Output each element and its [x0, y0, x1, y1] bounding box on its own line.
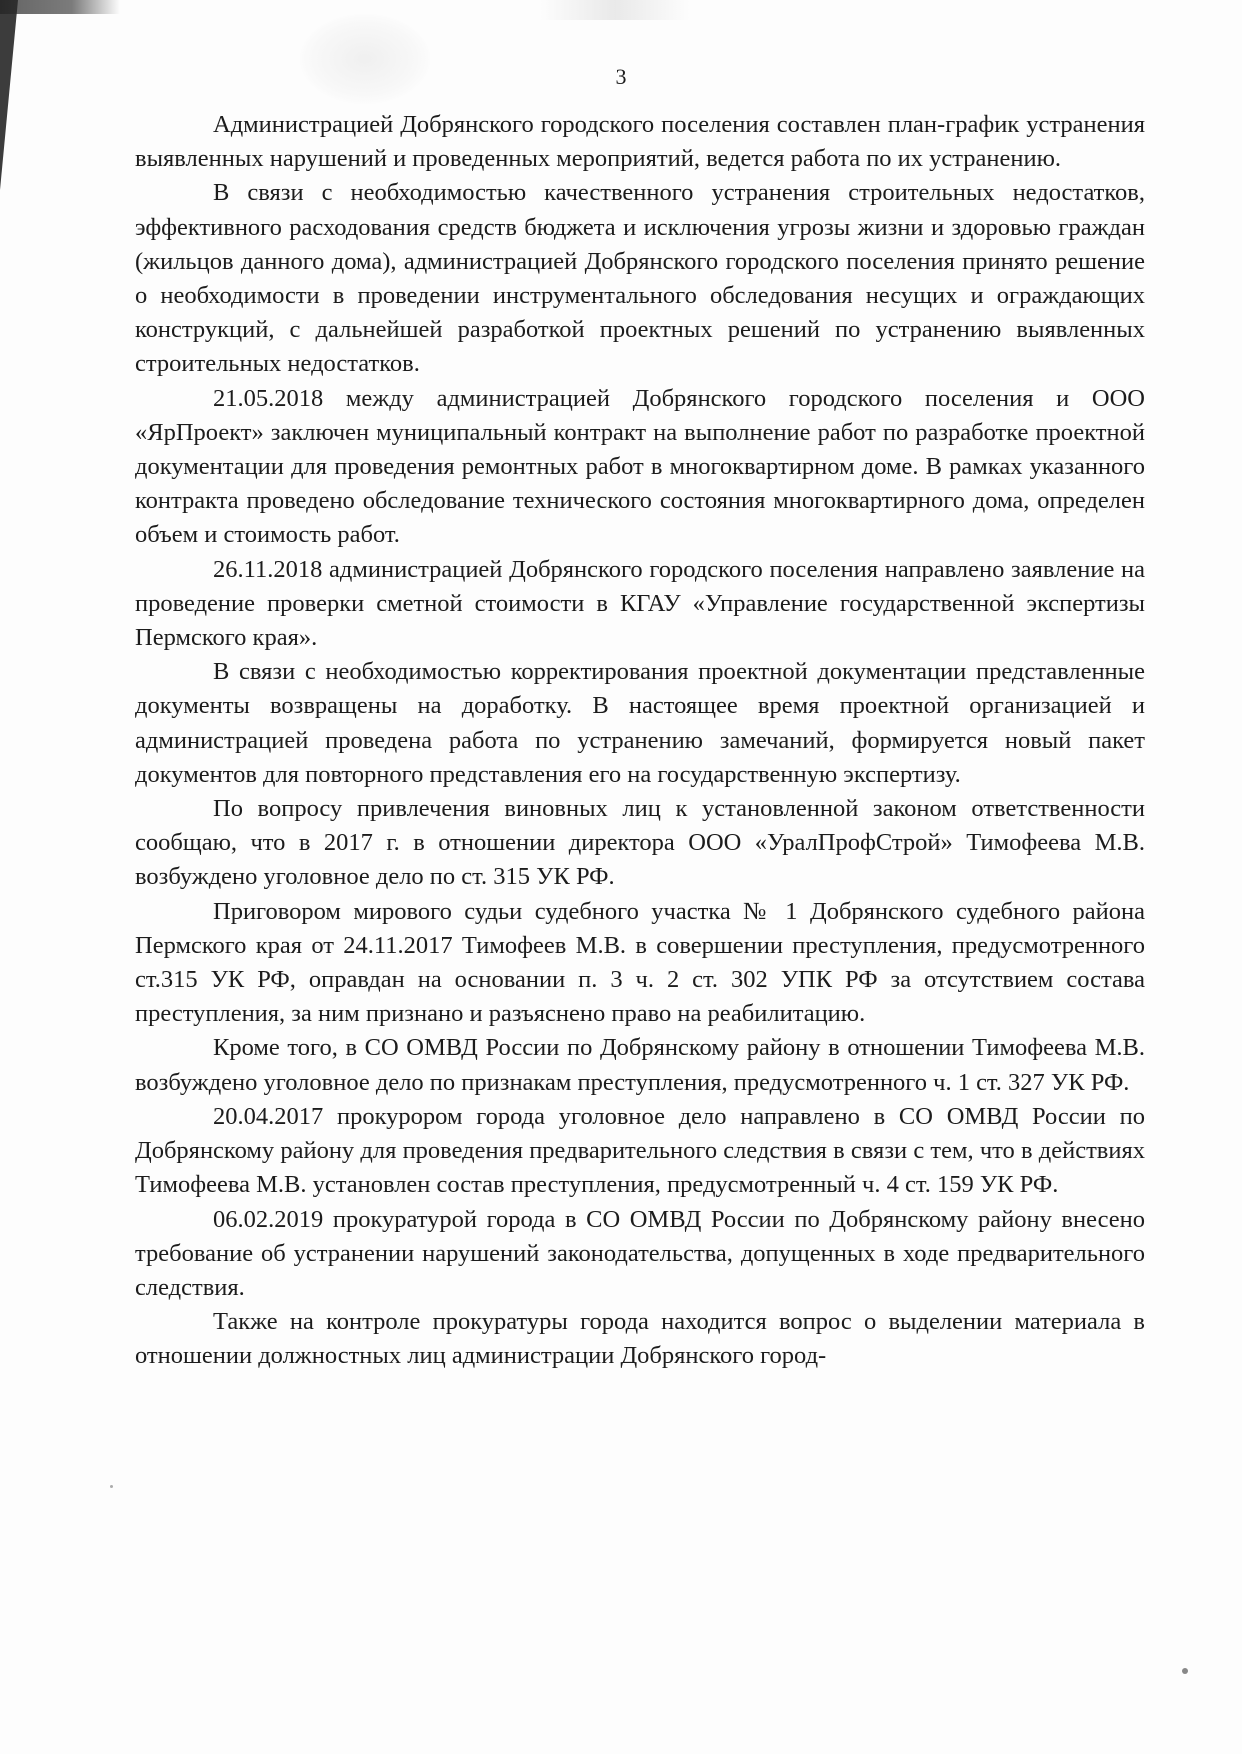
- bleed-through-emblem: [300, 14, 430, 104]
- paragraph: 21.05.2018 между администрацией Добрянского городского поселения и ООО «ЯрПроект» заключен муниципальный контракт на выполнение работ по разработке проектной документации для проведения ремонтных работ в многоквартирном доме. В рамках указанного контракта проведено обследование технического состояния многоквартирного дома, определен объем и стоимость работ.: [135, 384, 1145, 549]
- paragraph: Также на контроле прокуратуры города находится вопрос о выделении материала в отношении должностных лиц администрации Добрянского город-: [135, 1308, 1145, 1370]
- paragraph: 20.04.2017 прокурором города уголовное дело направлено в СО ОМВД России по Добрянскому району для проведения предварительного следствия в связи с тем, что в действиях Тимофеева М.В. установлен состав преступления, предусмотренный ч. 4 ст. 159 УК РФ.: [135, 1102, 1145, 1199]
- scan-speck: [110, 1485, 113, 1488]
- bleed-through-header: [540, 0, 690, 20]
- paragraph: Приговором мирового судьи судебного участка № 1 Добрянского судебного района Пермского края от 24.11.2017 Тимофеев М.В. в совершении преступления, предусмотренного ст.315 УК РФ, оправдан на основании п. 3 ч. 2 ст. 302 УПК РФ за отсутствием состава преступления, за ним признано и разъяснено право на реабилитацию.: [135, 897, 1145, 1028]
- paragraph: По вопросу привлечения виновных лиц к установленной законом ответственности сообщаю, что в 2017 г. в отношении директора ООО «УралПрофСтрой» Тимофеева М.В. возбуждено уголовное дело по ст. 315 УК РФ.: [135, 795, 1145, 891]
- scan-shadow-corner: [0, 0, 18, 190]
- page-number: 3: [615, 64, 627, 89]
- scan-speck: [1182, 1668, 1188, 1674]
- scan-shadow-edge: [0, 0, 120, 14]
- document-body: [135, 108, 1145, 1374]
- paragraph: В связи с необходимостью корректирования проектной документации представленные документы возвращены на доработку. В настоящее время проектной организацией и администрацией проведена работа по устранению замечаний, формируется новый пакет документов для повторного представления его на государственную экспертизу.: [135, 658, 1145, 788]
- paragraph: Кроме того, в СО ОМВД России по Добрянскому району в отношении Тимофеева М.В. возбуждено уголовное дело по признакам преступления, предусмотренного ч. 1 ст. 327 УК РФ.: [135, 1034, 1145, 1096]
- paragraph: 06.02.2019 прокуратурой города в СО ОМВД России по Добрянскому району внесено требование об устранении нарушений законодательства, допущенных в ходе предварительного следствия.: [135, 1205, 1145, 1301]
- paragraph: В связи с необходимостью качественного устранения строительных недостатков, эффективного расходования средств бюджета и исключения угрозы жизни и здоровью граждан (жильцов данного дома), администрацией Добрянского городского поселения принято решение о необходимости в проведении инструментального обследования несущих и ограждающих конструкций, с дальнейшей разработкой проектных решений по устранению выявленных строительных недостатков.: [135, 179, 1145, 378]
- paragraph: Администрацией Добрянского городского поселения составлен план-график устранения выявленных нарушений и проведенных мероприятий, ведется работа по их устранению.: [135, 111, 1145, 173]
- paragraph: 26.11.2018 администрацией Добрянского городского поселения направлено заявление на проведение проверки сметной стоимости в КГАУ «Управление государственной экспертизы Пермского края».: [135, 555, 1145, 652]
